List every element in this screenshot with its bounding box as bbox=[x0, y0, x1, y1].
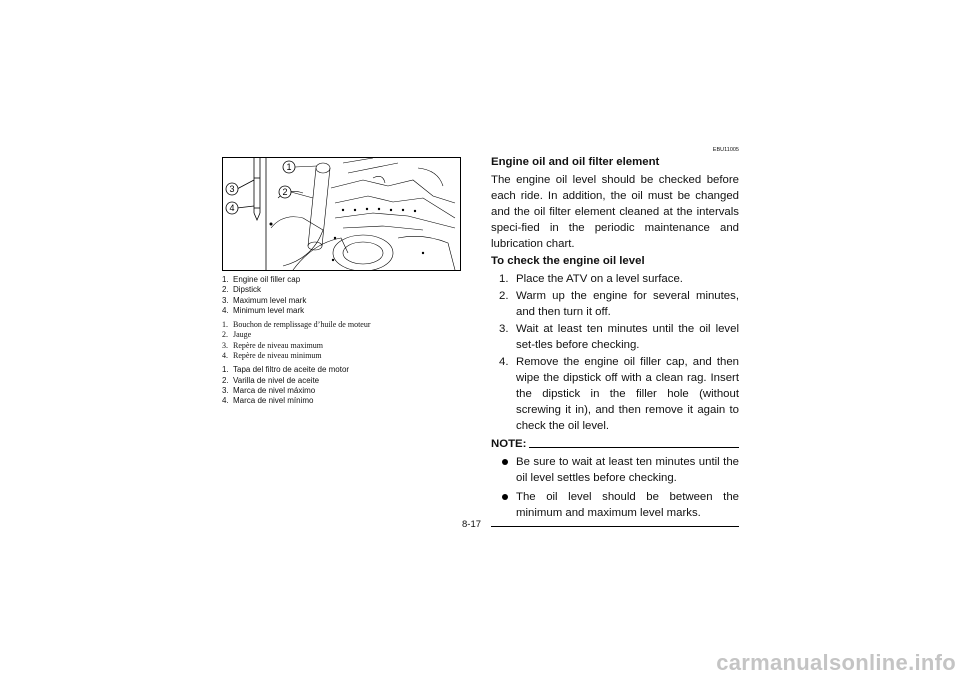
callout-leaders bbox=[291, 166, 317, 198]
figure-captions bbox=[222, 275, 472, 411]
caption-line: 3. Marca de nivel máximo bbox=[222, 385, 316, 395]
captions-english bbox=[222, 275, 472, 316]
section-title: Engine oil and oil filter element bbox=[491, 156, 660, 168]
caption-line: 4. Repère de niveau minimum bbox=[222, 351, 322, 361]
engine-illustration bbox=[223, 158, 460, 270]
bullet-icon bbox=[502, 459, 508, 465]
caption-line: 1. Bouchon de remplissage d’huile de moteur bbox=[222, 320, 371, 330]
note-rule bbox=[529, 447, 739, 448]
caption-line: 1. Engine oil filler cap bbox=[222, 275, 301, 284]
watermark: carmanualsonline.info bbox=[716, 650, 956, 675]
note-item: Be sure to wait at least ten minutes until the oil level settles before checking. bbox=[491, 454, 739, 486]
callout-3: 3 bbox=[229, 184, 235, 194]
caption-line: 2. Dipstick bbox=[222, 285, 262, 295]
callout-1: 1 bbox=[286, 162, 292, 172]
engine-bolts bbox=[270, 208, 425, 261]
caption-line: 1. Tapa del filtro de aceite de motor bbox=[222, 365, 350, 375]
caption-line: 2. Varilla de nivel de aceite bbox=[222, 375, 320, 385]
intro-paragraph: The engine oil level should be checked before each ride. In addition, the oil must be changed and the oil filter element cleaned at the intervals speci-fied in the periodic maintenance and lubrication chart. bbox=[491, 174, 739, 250]
engine-oil-figure bbox=[222, 157, 461, 271]
caption-line: 4. Marca de nivel mínimo bbox=[222, 396, 314, 406]
captions-spanish bbox=[222, 365, 472, 406]
bullet-icon bbox=[502, 494, 508, 500]
note-end-rule bbox=[491, 526, 739, 527]
instructions-column bbox=[491, 146, 739, 527]
engine-body bbox=[271, 158, 455, 270]
callout-2: 2 bbox=[282, 187, 288, 197]
callout-4: 4 bbox=[229, 203, 235, 213]
caption-line: 3. Maximum level mark bbox=[222, 295, 307, 305]
page-number: 8-17 bbox=[462, 519, 482, 530]
caption-line: 4. Minimum level mark bbox=[222, 305, 305, 315]
step-item: 3. Wait at least ten minutes until the oil level set-tles before checking. bbox=[499, 323, 739, 351]
captions-french bbox=[222, 320, 472, 361]
step-item: 4. Remove the engine oil filler cap, and then wipe the dipstick off with a clean rag. Insert the dipstick in the filler hole (without screwing it in), and then remove it again to check the oil level. bbox=[499, 356, 739, 432]
section-code: EBU11005 bbox=[712, 147, 739, 153]
steps-list bbox=[491, 271, 739, 434]
step-item: 1. Place the ATV on a level surface. bbox=[499, 273, 683, 285]
note-item: The oil level should be between the minimum and maximum level marks. bbox=[491, 489, 739, 521]
note-header bbox=[491, 437, 739, 451]
step-item: 2. Warm up the engine for several minutes, and then turn it off. bbox=[499, 290, 739, 318]
subsection-title: To check the engine oil level bbox=[491, 255, 645, 267]
note-label: NOTE: bbox=[491, 438, 527, 450]
dipstick-detail bbox=[237, 158, 266, 270]
caption-line: 3. Repère de niveau maximum bbox=[222, 340, 323, 350]
caption-line: 2. Jauge bbox=[222, 330, 252, 340]
